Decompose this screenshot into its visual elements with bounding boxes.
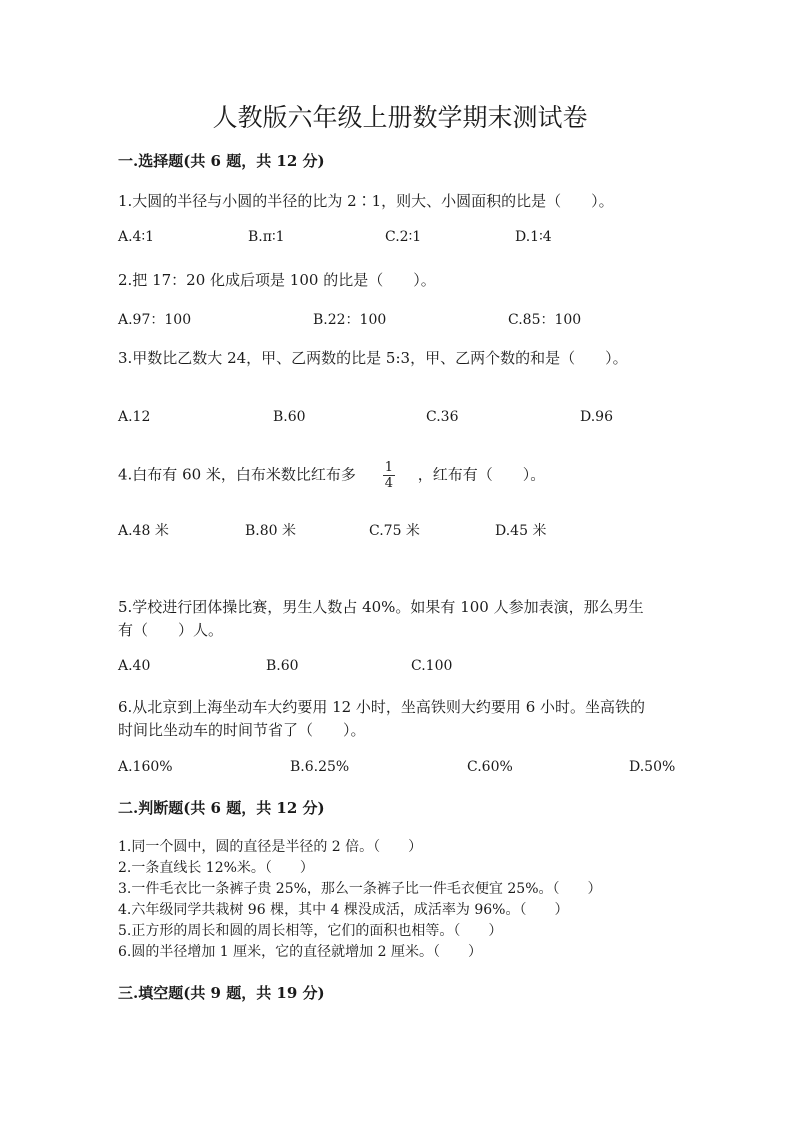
fraction-one-quarter (383, 460, 395, 491)
q2-option-a: A.97：100 (118, 312, 192, 328)
q2-option-b: B.22：100 (313, 312, 387, 328)
q1-option-c: C.2∶1 (385, 229, 422, 245)
q1-option-d: D.1∶4 (515, 229, 552, 245)
question-6-line-1: 6.从北京到上海坐动车大约要用 12 小时，坐高铁则大约要用 6 小时。坐高铁的 (118, 698, 646, 716)
q6-option-d: D.50% (629, 759, 676, 775)
q3-option-a: A.12 (118, 409, 151, 425)
question-5-line-2: 有（ ）人。 (118, 621, 224, 639)
q6-option-c: C.60% (467, 759, 513, 775)
question-4-text-after: ，红布有（ ）。 (417, 465, 546, 484)
section-heading-choice: 一.选择题(共 6 题，共 12 分) (118, 152, 325, 170)
q1-option-b: B.π∶1 (248, 229, 285, 245)
q4-option-b: B.80 米 (245, 523, 297, 539)
q2-option-c: C.85：100 (508, 312, 582, 328)
section-heading-judge: 二.判断题(共 6 题，共 12 分) (118, 799, 325, 817)
question-4-text-before: 4.白布有 60 米，白布米数比红布多 (118, 465, 356, 484)
question-2: 2.把 17：20 化成后项是 100 的比是（ ）。 (118, 271, 436, 289)
judge-item-2: 2.一条直线长 12%米。（ ） (118, 860, 314, 876)
q6-option-a: A.160% (118, 759, 173, 775)
q5-option-a: A.40 (118, 658, 151, 674)
judge-item-1: 1.同一个圆中，圆的直径是半径的 2 倍。（ ） (118, 839, 423, 855)
fraction-numerator: 1 (384, 460, 393, 475)
q4-option-a: A.48 米 (118, 523, 169, 539)
question-6-line-2: 时间比坐动车的时间节省了（ ）。 (118, 721, 366, 739)
fraction-denominator: 4 (384, 476, 393, 491)
q6-option-b: B.6.25% (290, 759, 350, 775)
q4-option-c: C.75 米 (369, 523, 420, 539)
page-title: 人教版六年级上册数学期末测试卷 (212, 103, 588, 132)
q5-option-b: B.60 (266, 658, 299, 674)
question-1: 1.大圆的半径与小圆的半径的比为 2∶1，则大、小圆面积的比是（ ）。 (118, 192, 614, 210)
q3-option-b: B.60 (273, 409, 306, 425)
judge-item-4: 4.六年级同学共栽树 96 棵，其中 4 棵没成活，成活率为 96%。（ ） (118, 902, 569, 918)
question-3: 3.甲数比乙数大 24，甲、乙两数的比是 5:3，甲、乙两个数的和是（ ）。 (118, 349, 628, 367)
q4-option-d: D.45 米 (495, 523, 547, 539)
q3-option-d: D.96 (580, 409, 613, 425)
judge-item-6: 6.圆的半径增加 1 厘米，它的直径就增加 2 厘米。（ ） (118, 944, 482, 960)
judge-item-3: 3.一件毛衣比一条裤子贵 25%，那么一条裤子比一件毛衣便宜 25%。（ ） (118, 881, 602, 897)
judge-item-5: 5.正方形的周长和圆的周长相等，它们的面积也相等。（ ） (118, 923, 503, 939)
q5-option-c: C.100 (411, 658, 453, 674)
question-5-line-1: 5.学校进行团体操比赛，男生人数占 40%。如果有 100 人参加表演，那么男生 (118, 598, 644, 616)
question-4 (118, 460, 545, 491)
section-heading-fill: 三.填空题(共 9 题，共 19 分) (118, 984, 325, 1002)
q1-option-a: A.4∶1 (118, 229, 155, 245)
q3-option-c: C.36 (426, 409, 459, 425)
